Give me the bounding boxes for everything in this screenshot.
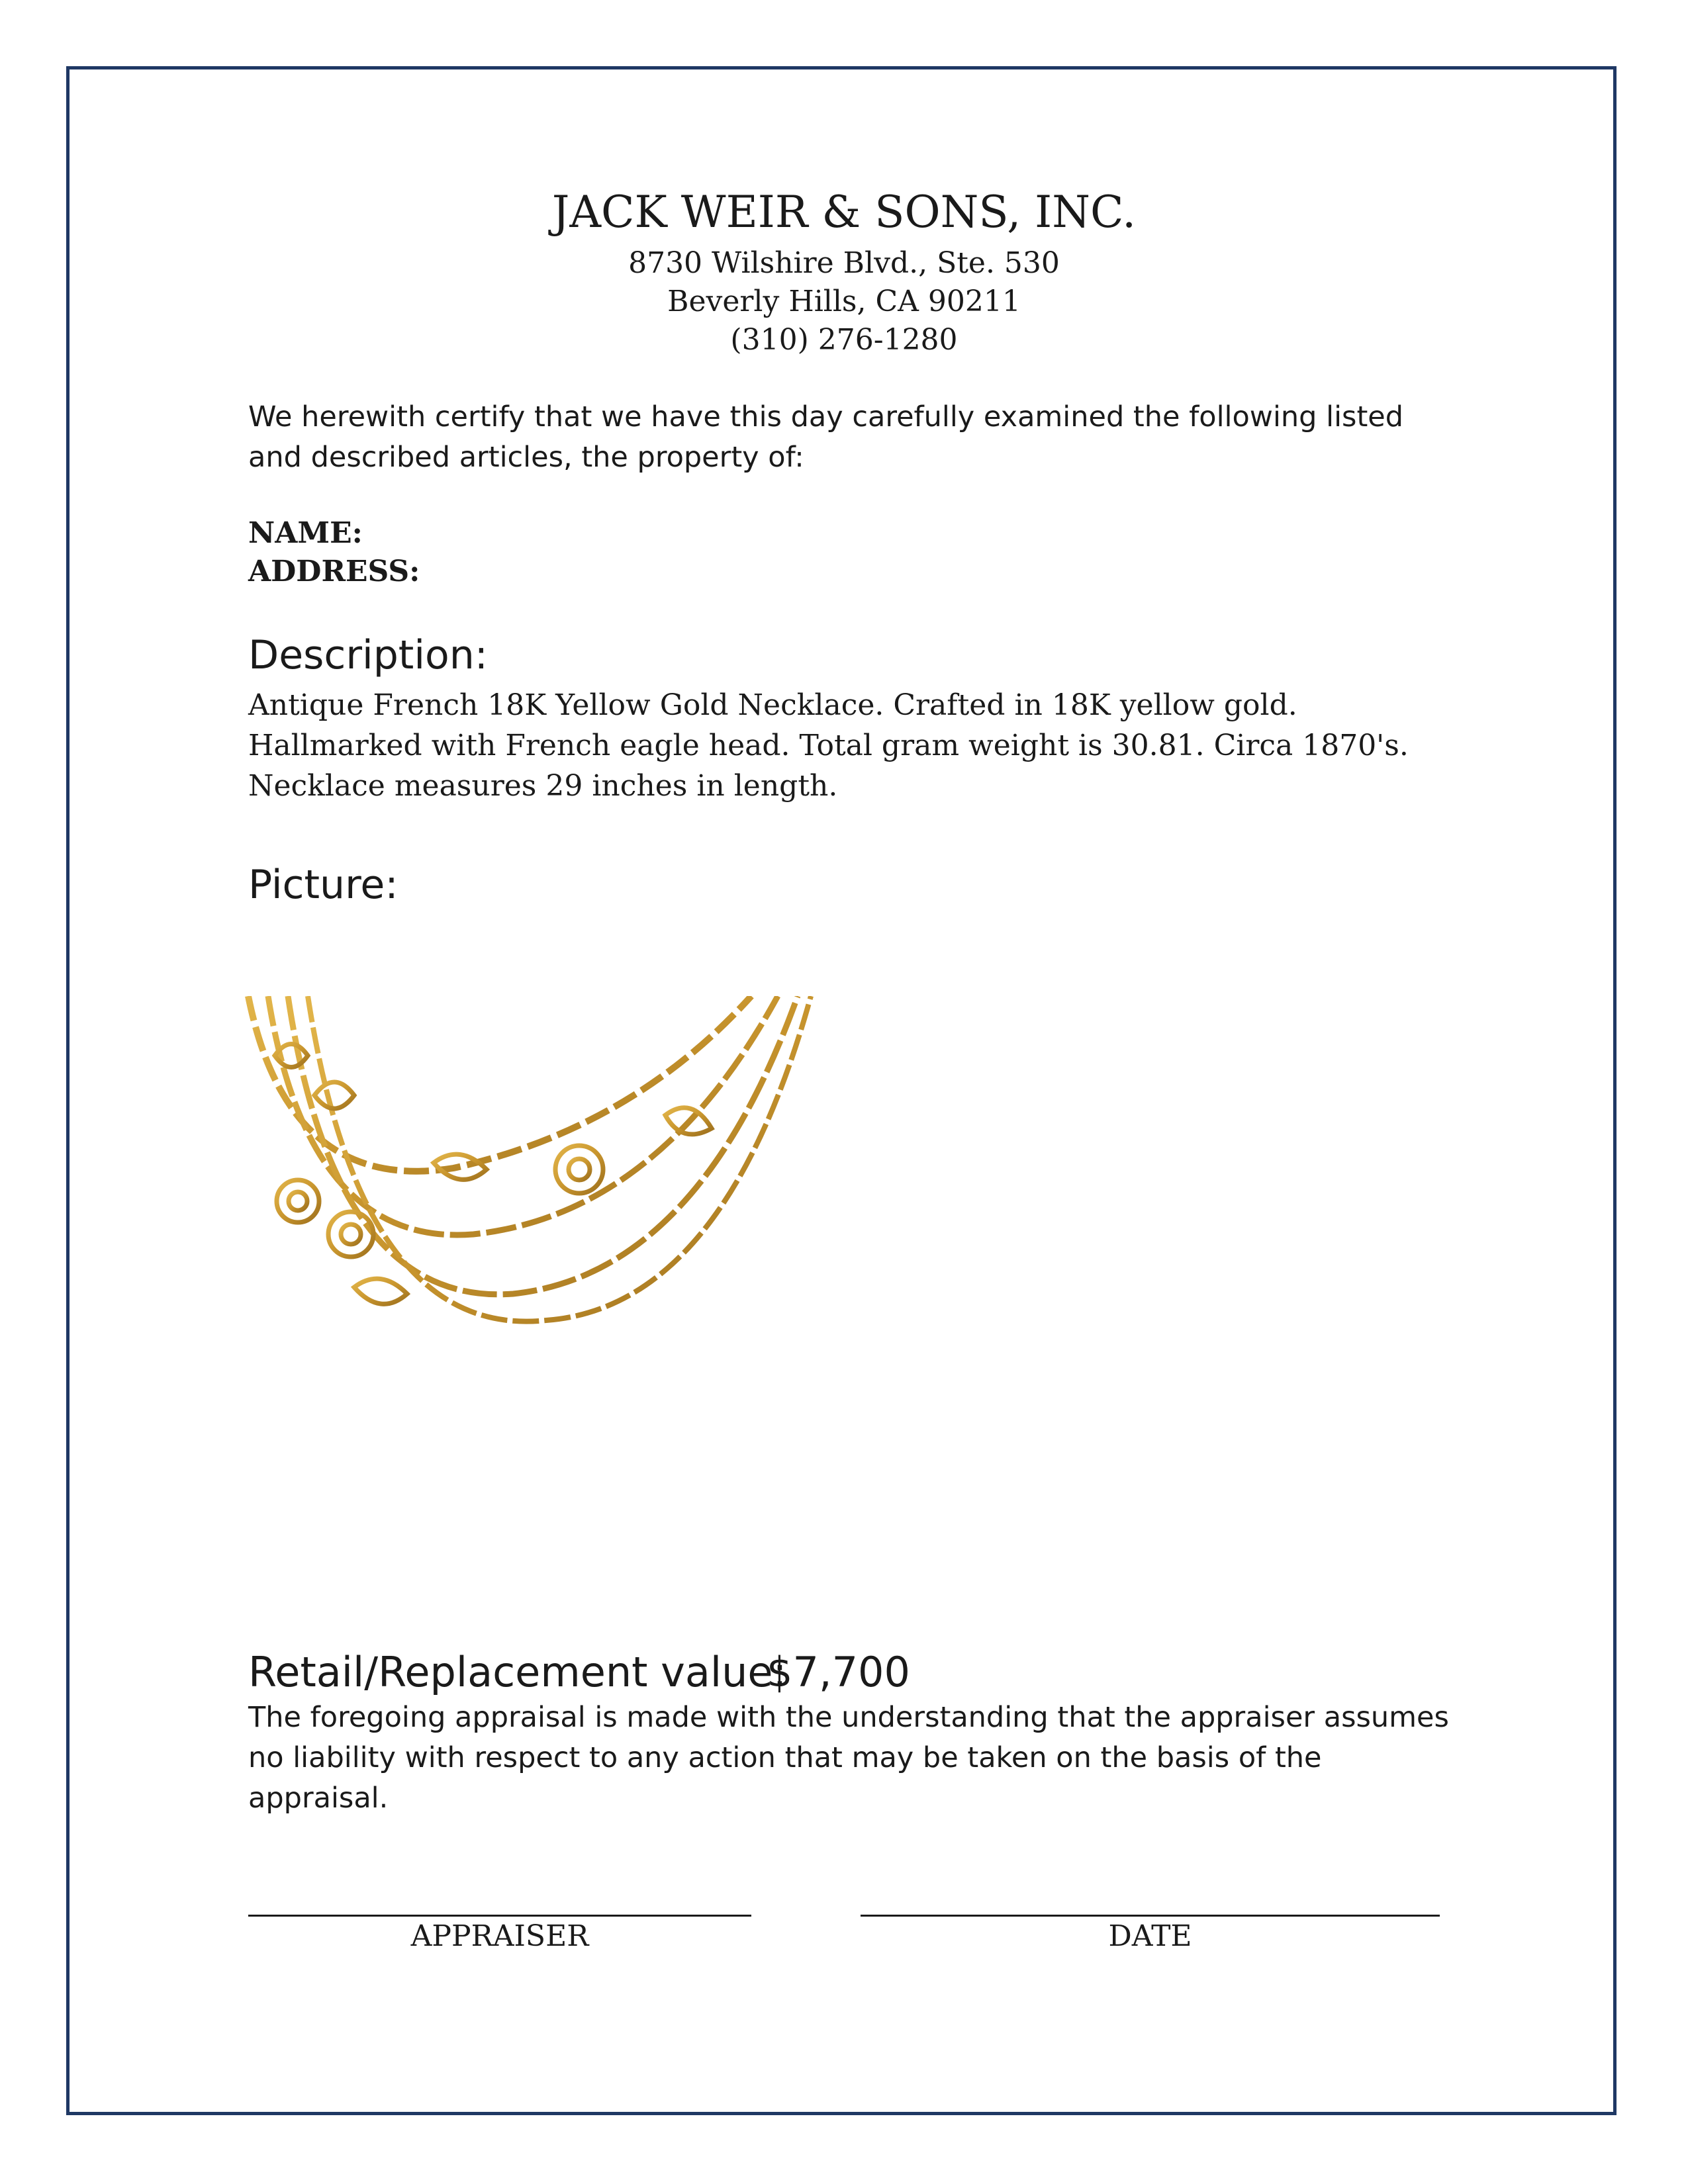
date-signature-line	[861, 1915, 1440, 1917]
valuation-amount: $7,700	[767, 1648, 910, 1696]
disclaimer-text: The foregoing appraisal is made with the understanding that the appraiser assumes no liability with respect to any action that may be taken on the basis of the appraisal.	[248, 1701, 1449, 1815]
address-line-2: Beverly Hills, CA 90211	[667, 285, 1021, 318]
name-label: NAME:	[248, 516, 363, 550]
description-text: Antique French 18K Yellow Gold Necklace. Crafted in 18K yellow gold. Hallmarked with French eagle head. Total gram weight is 30.81. Circa 1870's. Necklace measures 29 inches in length.	[248, 688, 1409, 803]
date-label: DATE	[1108, 1919, 1192, 1953]
intro-paragraph: We herewith certify that we have this day carefully examined the following listed and described articles, the property of:	[248, 400, 1404, 474]
appraiser-label: APPRAISER	[410, 1919, 589, 1953]
company-name: JACK WEIR & SONS, INC.	[551, 187, 1137, 238]
phone-number: (310) 276-1280	[730, 323, 958, 357]
valuation-label: Retail/Replacement value:	[248, 1648, 787, 1696]
appraiser-signature-line	[248, 1915, 751, 1917]
address-line-1: 8730 Wilshire Blvd., Ste. 530	[628, 246, 1060, 280]
description-heading: Description:	[248, 632, 488, 678]
address-label: ADDRESS:	[248, 555, 420, 588]
necklace-photo	[235, 996, 818, 1340]
picture-heading: Picture:	[248, 862, 399, 908]
